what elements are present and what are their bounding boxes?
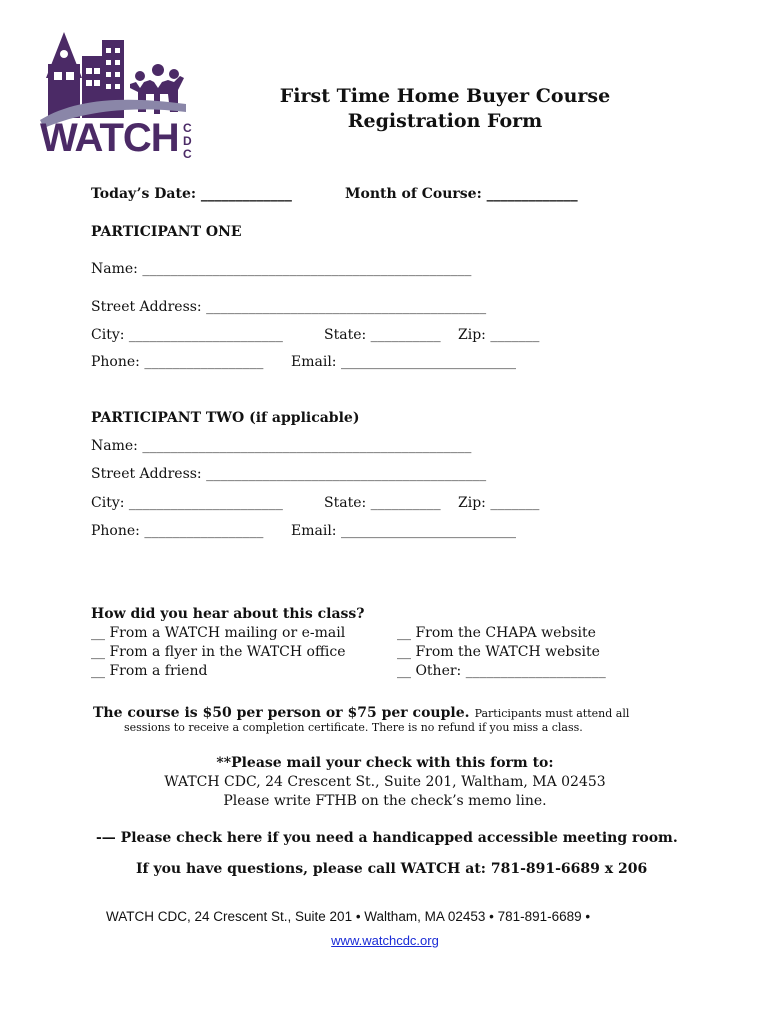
- website-link[interactable]: www.watchcdc.org: [331, 933, 439, 948]
- p2-street-field[interactable]: Street Address: ________________________________________: [91, 466, 487, 482]
- mail-memo: Please write FTHB on the check’s memo line.: [223, 793, 547, 809]
- form-title-line2: Registration Form: [347, 110, 543, 132]
- option-watch-mailing[interactable]: __ From a WATCH mailing or e-mail: [91, 625, 346, 641]
- course-note-1: Participants must attend all: [474, 707, 630, 720]
- participant-one-heading: PARTICIPANT ONE: [91, 224, 242, 240]
- course-price: The course is $50 per person or $75 per couple.: [93, 705, 470, 721]
- p2-name-field[interactable]: Name: _______________________________________________: [91, 438, 472, 454]
- logo-side-text: CDC: [183, 121, 192, 161]
- p1-street-field[interactable]: Street Address: ________________________________________: [91, 299, 487, 315]
- mail-heading: **Please mail your check with this form to:: [216, 755, 554, 771]
- todays-date-field[interactable]: Today’s Date: _____________: [91, 186, 292, 202]
- course-note-2: sessions to receive a completion certificate. There is no refund if you miss a class.: [124, 721, 583, 734]
- p1-email-field[interactable]: Email: _________________________: [291, 354, 516, 370]
- logo-text: WATCH: [40, 116, 179, 160]
- p1-name-field[interactable]: Name: _______________________________________________: [91, 261, 472, 277]
- accessible-room-checkbox[interactable]: -— Please check here if you need a handicapped accessible meeting room.: [96, 830, 678, 846]
- mail-address: WATCH CDC, 24 Crescent St., Suite 201, Waltham, MA 02453: [164, 774, 606, 790]
- questions-line: If you have questions, please call WATCH at: 781-891-6689 x 206: [136, 861, 648, 877]
- p1-zip-field[interactable]: Zip: _______: [458, 327, 540, 343]
- p2-city-field[interactable]: City: ______________________: [91, 495, 283, 511]
- option-chapa-website[interactable]: __ From the CHAPA website: [397, 625, 596, 641]
- option-other[interactable]: __ Other: ____________________: [397, 663, 606, 679]
- course-price-line: [93, 702, 629, 721]
- option-friend[interactable]: __ From a friend: [91, 663, 208, 679]
- p1-city-field[interactable]: City: ______________________: [91, 327, 283, 343]
- option-watch-flyer[interactable]: __ From a flyer in the WATCH office: [91, 644, 346, 660]
- p2-zip-field[interactable]: Zip: _______: [458, 495, 540, 511]
- p2-email-field[interactable]: Email: _________________________: [291, 523, 516, 539]
- p2-phone-field[interactable]: Phone: _________________: [91, 523, 264, 539]
- hear-about-question: How did you hear about this class?: [91, 606, 365, 622]
- form-title-line1: First Time Home Buyer Course: [279, 85, 611, 107]
- participant-two-heading: PARTICIPANT TWO (if applicable): [91, 410, 360, 426]
- month-of-course-field[interactable]: Month of Course: _____________: [345, 186, 578, 202]
- footer-website-link[interactable]: [0, 933, 770, 948]
- footer-contact: WATCH CDC, 24 Crescent St., Suite 201 • Waltham, MA 02453 • 781-891-6689 •: [106, 909, 591, 924]
- option-watch-website[interactable]: __ From the WATCH website: [397, 644, 600, 660]
- p1-state-field[interactable]: State: __________: [324, 327, 441, 343]
- p2-state-field[interactable]: State: __________: [324, 495, 441, 511]
- p1-phone-field[interactable]: Phone: _________________: [91, 354, 264, 370]
